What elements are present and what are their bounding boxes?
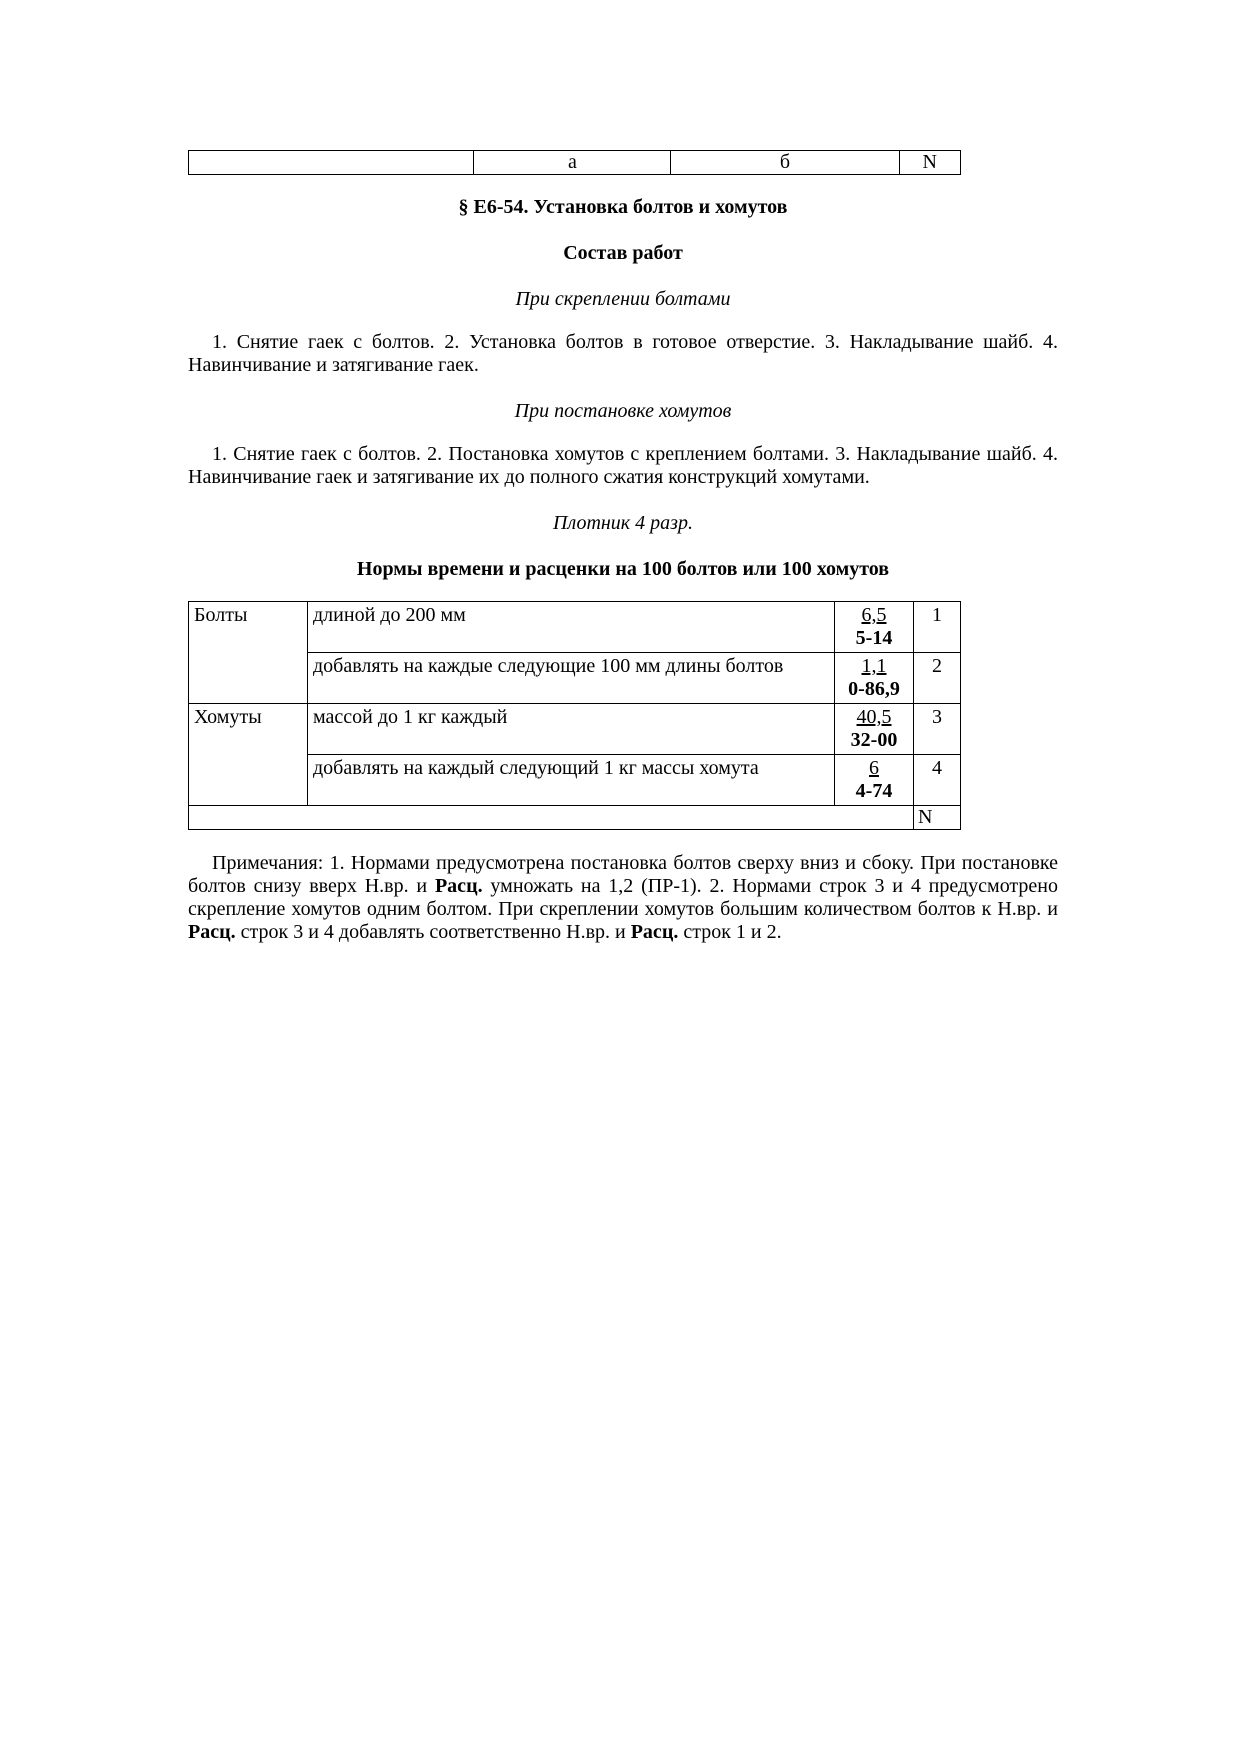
document-page <box>188 150 1058 944</box>
clamps-steps: 1. Снятие гаек с болтов. 2. Постановка хомутов с креплением болтами. 3. Накладывание шайб. 4. Навинчивание гаек и затягивание их до полного сжатия конструкций хомутами. <box>188 443 1058 488</box>
notes-rasc-1: Расц. <box>434 875 483 897</box>
price: 4-74 <box>855 780 893 802</box>
row-number: 1 <box>914 602 961 653</box>
group-label-clamps: Хомуты <box>189 704 308 806</box>
row-value <box>835 704 914 755</box>
norms-title: Нормы времени и расценки на 100 болтов или 100 хомутов <box>356 558 890 580</box>
row-value <box>835 653 914 704</box>
notes-part3: строк 3 и 4 добавлять соответственно Н.вр. и <box>235 921 631 943</box>
header-empty-cell <box>189 151 474 175</box>
header-col-b: б <box>671 151 899 175</box>
row-description: добавлять на каждый следующий 1 кг массы хомута <box>308 755 835 806</box>
price: 5-14 <box>855 627 893 649</box>
table-row <box>189 602 961 653</box>
row-number: 3 <box>914 704 961 755</box>
time-norm: 1,1 <box>861 655 887 677</box>
worker-grade: Плотник 4 разр. <box>553 512 693 534</box>
row-description: массой до 1 кг каждый <box>308 704 835 755</box>
row-description: добавлять на каждые следующие 100 мм длины болтов <box>308 653 835 704</box>
row-value <box>835 602 914 653</box>
header-col-a: а <box>474 151 671 175</box>
row-number: 2 <box>914 653 961 704</box>
footer-empty-cell <box>189 806 914 830</box>
notes-part2: умножать на 1,2 (ПР-1). 2. Нормами строк 3 и 4 предусмотрено скрепление хомутов одним болтом. При скреплении хомутов большим количеством болтов к Н.вр. и <box>188 875 1058 920</box>
row-number: 4 <box>914 755 961 806</box>
norms-table <box>188 601 961 830</box>
clamps-subtitle: При постановке хомутов <box>514 400 732 422</box>
table-footer-row <box>189 806 961 830</box>
time-norm: 6,5 <box>861 604 887 626</box>
row-value <box>835 755 914 806</box>
header-col-n: N <box>899 151 960 175</box>
bolts-steps: 1. Снятие гаек с болтов. 2. Установка болтов в готовое отверстие. 3. Накладывание шайб. 4. Навинчивание и затягивание гаек. <box>188 331 1058 376</box>
row-description: длиной до 200 мм <box>308 602 835 653</box>
header-table <box>188 150 961 175</box>
price: 0-86,9 <box>848 678 900 700</box>
notes <box>188 852 1058 944</box>
notes-part1: Примечания: 1. Нормами предусмотрена постановка болтов сверху вниз и сбоку. При постановке болтов снизу вверх Н.вр. и <box>188 852 1058 897</box>
bolts-subtitle: При скреплении болтами <box>515 288 731 310</box>
notes-rasc-3: Расц. <box>630 921 679 943</box>
composition-title: Состав работ <box>563 242 683 264</box>
time-norm: 40,5 <box>856 706 892 728</box>
section-title: § Е6-54. Установка болтов и хомутов <box>458 196 788 218</box>
price: 32-00 <box>850 729 898 751</box>
notes-rasc-2: Расц. <box>188 921 236 943</box>
time-norm: 6 <box>869 757 879 779</box>
table-row <box>189 704 961 755</box>
notes-part4: строк 1 и 2. <box>678 921 782 943</box>
footer-n: N <box>914 806 961 830</box>
group-label-bolts: Болты <box>189 602 308 704</box>
